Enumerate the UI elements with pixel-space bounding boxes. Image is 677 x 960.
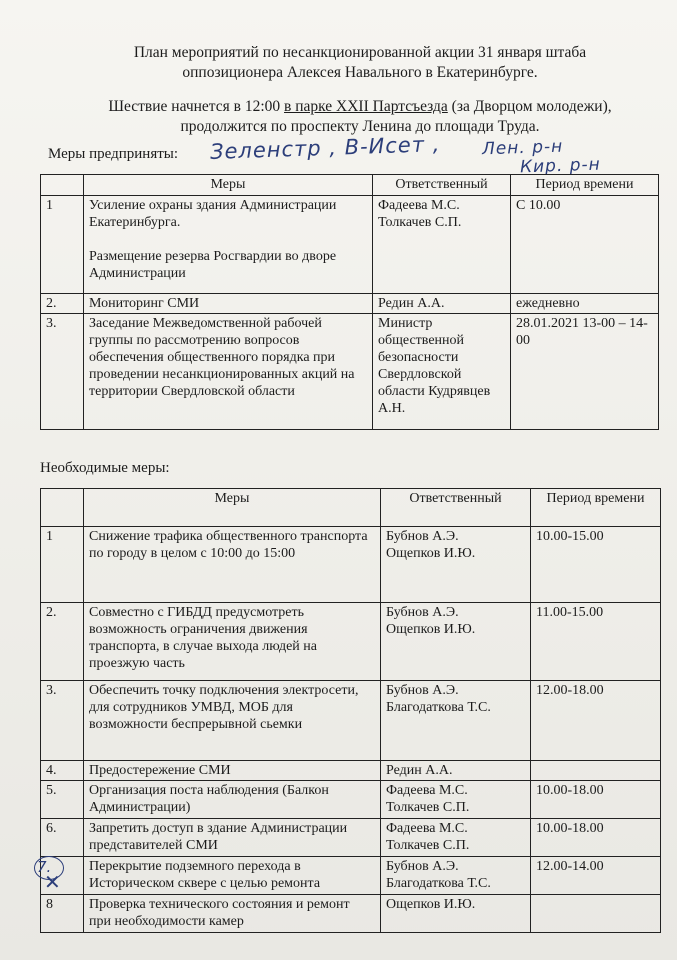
- route-park-underlined: в парке XXII Партсъезда: [284, 98, 448, 115]
- route-line-2: продолжится по проспекту Ленина до площади Труда.: [180, 118, 540, 135]
- row-period: 12.00-18.00: [531, 681, 661, 761]
- row-measure: Предостережение СМИ: [84, 761, 381, 781]
- row-measure: Совместно с ГИБДД предусмотреть возможность ограничения движения транспорта, в случае выхода людей на проезжую часть: [84, 603, 381, 681]
- route-text-start: Шествие начнется в 12:00: [108, 98, 285, 115]
- row-period: 12.00-14.00: [531, 857, 661, 895]
- handwritten-note-lenin: Лен. р-н: [481, 136, 564, 160]
- row-responsible: Фадеева М.С. Толкачев С.П.: [373, 196, 511, 294]
- doc-title-line-1: План мероприятий по несанкционированной акции 31 января штаба: [133, 44, 587, 61]
- row-period: 10.00-15.00: [531, 527, 661, 603]
- measure-text: Усиление охраны здания Администрации Екатеринбурга.: [89, 198, 337, 230]
- column-header-responsible: Ответственный: [373, 175, 511, 196]
- row-responsible: Ощепков И.Ю.: [381, 895, 531, 933]
- row-measure: Заседание Межведомственной рабочей группы по рассмотрению вопросов обеспечения общественного порядка при проведении несанкционированных акций на территории Свердловской области: [84, 314, 373, 430]
- row-responsible: Бубнов А.Э. Благодаткова Т.С.: [381, 681, 531, 761]
- table-row: [41, 819, 661, 857]
- row-measure: Снижение трафика общественного транспорта по городу в целом с 10:00 до 15:00: [84, 527, 381, 603]
- row-number: 3.: [41, 681, 84, 761]
- row-responsible: Редин А.А.: [373, 294, 511, 314]
- row-measure: Обеспечить точку подключения электросети, для сотрудников УМВД, МОБ для возможности беспрерывной сьемки: [84, 681, 381, 761]
- column-header-responsible: Ответственный: [381, 489, 531, 527]
- table-row: [41, 196, 659, 294]
- row-period: ежедневно: [511, 294, 659, 314]
- table-row: [41, 681, 661, 761]
- table-row: [41, 527, 661, 603]
- row-period: 10.00-18.00: [531, 819, 661, 857]
- column-header-num: [41, 175, 84, 196]
- table-row: [41, 294, 659, 314]
- row-measure: Организация поста наблюдения (Балкон Администрации): [84, 781, 381, 819]
- row-responsible: Бубнов А.Э. Благодаткова Т.С.: [381, 857, 531, 895]
- table-row: [41, 857, 661, 895]
- row-number: 1: [41, 527, 84, 603]
- measures-taken-table: [40, 174, 659, 430]
- column-header-period: Период времени: [531, 489, 661, 527]
- measure-text-second: Размещение резерва Росгвардии во дворе Администрации: [89, 249, 337, 281]
- handwritten-note-districts: Зеленстр , В-Исет ,: [209, 131, 441, 165]
- table-row: [41, 895, 661, 933]
- handwritten-item-7-number: 7.: [37, 858, 52, 876]
- doc-title-line-2: оппозиционера Алексея Навального в Екатеринбурге.: [182, 64, 538, 81]
- route-line-1: [60, 97, 660, 117]
- column-header-measures: Меры: [84, 175, 373, 196]
- column-header-num: [41, 489, 84, 527]
- route-text-end: (за Дворцом молодежи),: [447, 98, 612, 115]
- row-responsible: Фадеева М.С. Толкачев С.П.: [381, 819, 531, 857]
- measures-taken-label: Меры предприняты:: [48, 146, 179, 162]
- row-number: 8: [41, 895, 84, 933]
- row-responsible: Редин А.А.: [381, 761, 531, 781]
- row-number: 2.: [41, 603, 84, 681]
- row-responsible: Бубнов А.Э. Ощепков И.Ю.: [381, 603, 531, 681]
- row-number: 6.: [41, 819, 84, 857]
- column-header-measures: Меры: [84, 489, 381, 527]
- table-header-row: [41, 489, 661, 527]
- table-row: [41, 314, 659, 430]
- handwritten-note-kirov: Кир. р-н: [519, 154, 602, 178]
- table-row: [41, 761, 661, 781]
- row-measure: Запретить доступ в здание Администрации представителей СМИ: [84, 819, 381, 857]
- row-responsible: Фадеева М.С. Толкачев С.П.: [381, 781, 531, 819]
- row-number: 4.: [41, 761, 84, 781]
- row-period: [531, 895, 661, 933]
- row-responsible: Министр общественной безопасности Свердловской области Кудрявцев А.Н.: [373, 314, 511, 430]
- row-number: 1: [41, 196, 84, 294]
- row-measure: Перекрытие подземного перехода в Историческом сквере с целью ремонта: [84, 857, 381, 895]
- table-header-row: [41, 175, 659, 196]
- row-number: 5.: [41, 781, 84, 819]
- row-period: 28.01.2021 13-00 – 14-00: [511, 314, 659, 430]
- table-row: [41, 603, 661, 681]
- row-measure: Проверка технического состояния и ремонт при необходимости камер: [84, 895, 381, 933]
- row-responsible: Бубнов А.Э. Ощепков И.Ю.: [381, 527, 531, 603]
- row-period: С 10.00: [511, 196, 659, 294]
- table-row: [41, 781, 661, 819]
- handwritten-cross-mark: ✕: [44, 870, 61, 894]
- row-period: 10.00-18.00: [531, 781, 661, 819]
- column-header-period: Период времени: [511, 175, 659, 196]
- row-measure: [84, 196, 373, 294]
- row-period: 11.00-15.00: [531, 603, 661, 681]
- measures-needed-label: Необходимые меры:: [40, 460, 170, 476]
- measures-needed-table: [40, 488, 661, 933]
- row-measure: Мониторинг СМИ: [84, 294, 373, 314]
- row-number: 2.: [41, 294, 84, 314]
- row-period: [531, 761, 661, 781]
- row-number: 3.: [41, 314, 84, 430]
